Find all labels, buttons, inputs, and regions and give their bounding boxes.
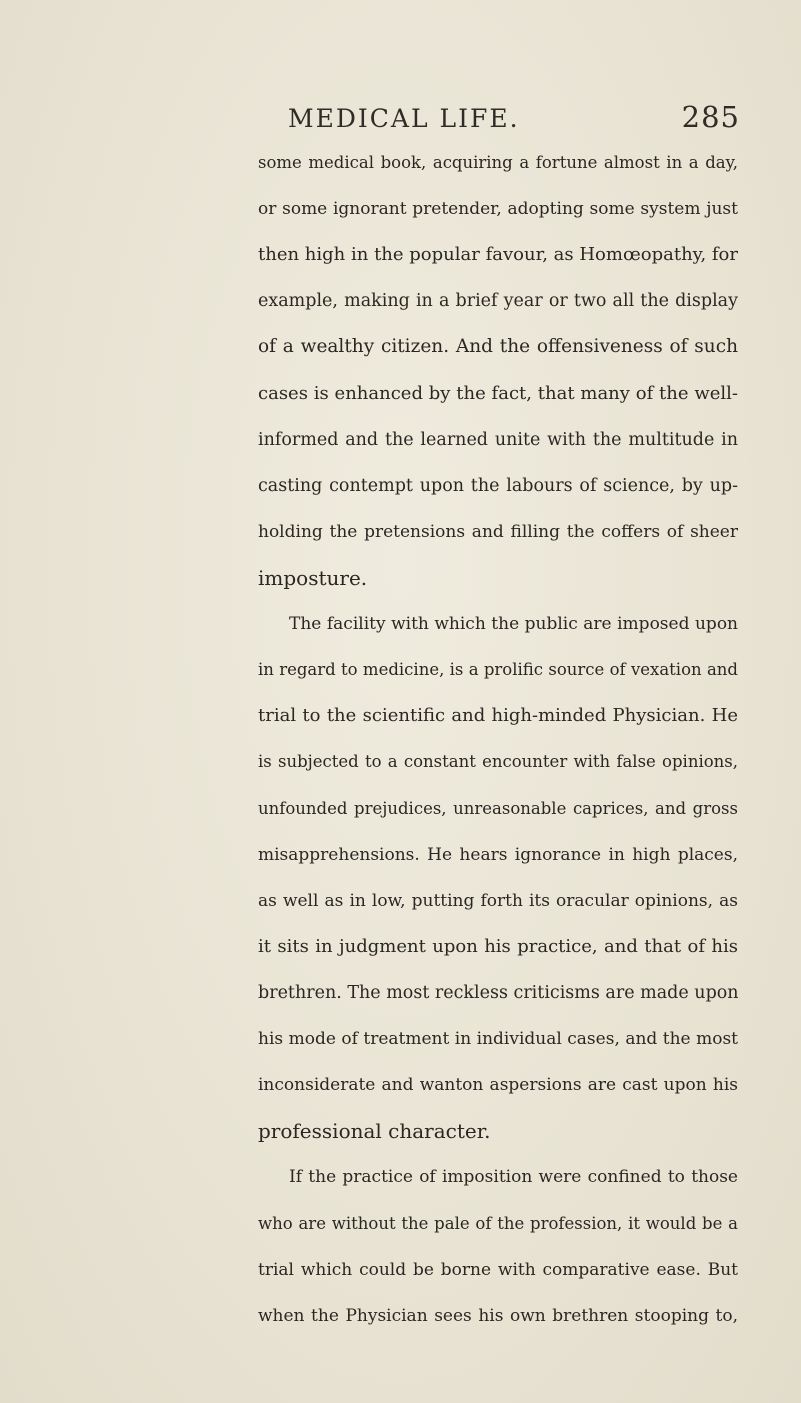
text-line: professional character. <box>258 1119 491 1143</box>
paragraph-first-line: If the practice of imposition were confined to those <box>289 1167 738 1187</box>
text-line: it sits in judgment upon his practice, and that of his <box>258 936 738 957</box>
text-line: inconsiderate and wanton aspersions are cast upon his <box>258 1075 738 1095</box>
text-line: informed and the learned unite with the multitude in <box>258 430 738 450</box>
text-line: or some ignorant pretender, adopting some system just <box>258 199 738 219</box>
text-line: trial to the scientific and high-minded Physician. He <box>258 705 738 726</box>
text-line: then high in the popular favour, as Homœopathy, for <box>258 244 738 265</box>
text-line: example, making in a brief year or two all the display <box>258 291 738 311</box>
text-line: who are without the pale of the profession, it would be a <box>258 1214 738 1233</box>
text-line: is subjected to a constant encounter with false opinions, <box>258 752 738 771</box>
text-line: as well as in low, putting forth its oracular opinions, as <box>258 891 738 911</box>
text-line: cases is enhanced by the fact, that many of the well- <box>258 383 738 404</box>
text-line: his mode of treatment in individual cases, and the most <box>258 1029 738 1049</box>
text-line: trial which could be borne with comparative ease. But <box>258 1260 738 1280</box>
text-line: brethren. The most reckless criticisms are made upon <box>258 983 739 1003</box>
text-line: some medical book, acquiring a fortune almost in a day, <box>258 153 738 172</box>
page-number: 285 <box>681 100 740 134</box>
text-line: when the Physician sees his own brethren stooping to, <box>258 1306 738 1326</box>
text-line: unfounded prejudices, unreasonable caprices, and gross <box>258 799 738 818</box>
text-line: casting contempt upon the labours of science, by up- <box>258 476 738 496</box>
running-title: MEDICAL LIFE. <box>288 104 520 133</box>
text-line: in regard to medicine, is a prolific source of vexation and <box>258 660 738 679</box>
text-line: of a wealthy citizen. And the offensiveness of such <box>258 336 738 357</box>
text-line: imposture. <box>258 566 368 590</box>
paragraph-first-line: The facility with which the public are imposed upon <box>289 614 738 634</box>
text-line: misapprehensions. He hears ignorance in high places, <box>258 845 738 865</box>
text-line: holding the pretensions and filling the coffers of sheer <box>258 522 738 542</box>
